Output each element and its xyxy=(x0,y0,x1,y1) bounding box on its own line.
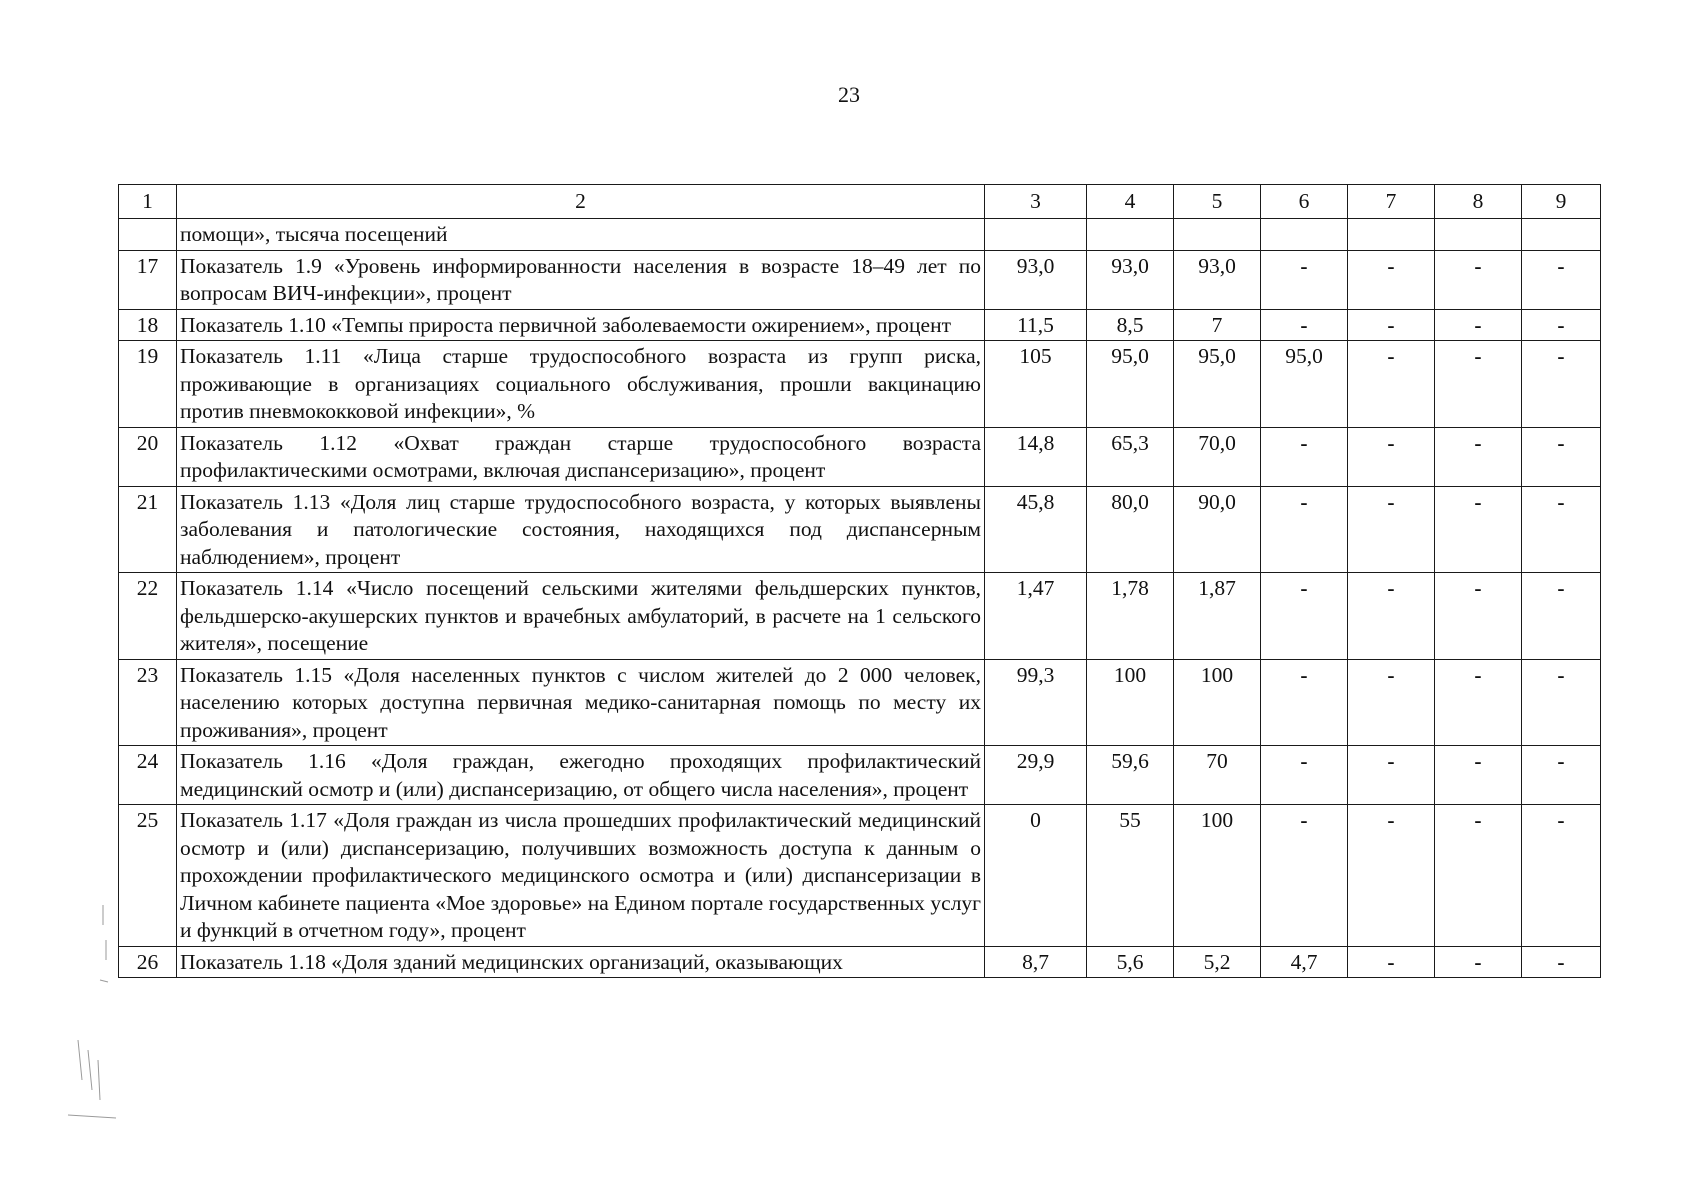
header-cell-col-6: 6 xyxy=(1261,185,1348,219)
table-row xyxy=(119,746,1601,805)
table-body xyxy=(119,219,1601,978)
value-cell-col-8: - xyxy=(1435,309,1522,341)
value-cell-col-4: 8,5 xyxy=(1087,309,1174,341)
indicators-table xyxy=(118,184,1601,978)
value-cell-col-8: - xyxy=(1435,573,1522,660)
row-number-cell: 24 xyxy=(119,746,177,805)
value-cell-col-4: 65,3 xyxy=(1087,427,1174,486)
value-cell-col-9: - xyxy=(1522,341,1601,428)
indicator-description-cell: Показатель 1.10 «Темпы прироста первичной заболеваемости ожирением», процент xyxy=(177,309,985,341)
value-cell-col-5: 95,0 xyxy=(1174,341,1261,428)
value-cell-col-5 xyxy=(1174,219,1261,251)
value-cell-col-4 xyxy=(1087,219,1174,251)
table-row xyxy=(119,946,1601,978)
value-cell-col-8: - xyxy=(1435,250,1522,309)
table-row xyxy=(119,309,1601,341)
value-cell-col-8: - xyxy=(1435,486,1522,573)
value-cell-col-9: - xyxy=(1522,427,1601,486)
value-cell-col-7: - xyxy=(1348,659,1435,746)
value-cell-col-5: 90,0 xyxy=(1174,486,1261,573)
value-cell-col-7: - xyxy=(1348,486,1435,573)
value-cell-col-4: 100 xyxy=(1087,659,1174,746)
header-cell-col-8: 8 xyxy=(1435,185,1522,219)
row-number-cell: 26 xyxy=(119,946,177,978)
value-cell-col-9: - xyxy=(1522,250,1601,309)
header-cell-col-7: 7 xyxy=(1348,185,1435,219)
value-cell-col-5: 7 xyxy=(1174,309,1261,341)
table-row xyxy=(119,219,1601,251)
row-number-cell: 21 xyxy=(119,486,177,573)
value-cell-col-8: - xyxy=(1435,341,1522,428)
header-row xyxy=(119,185,1601,219)
value-cell-col-4: 93,0 xyxy=(1087,250,1174,309)
value-cell-col-7: - xyxy=(1348,946,1435,978)
value-cell-col-6: - xyxy=(1261,746,1348,805)
table-row xyxy=(119,573,1601,660)
value-cell-col-5: 100 xyxy=(1174,805,1261,947)
value-cell-col-8: - xyxy=(1435,946,1522,978)
header-cell-col-4: 4 xyxy=(1087,185,1174,219)
value-cell-col-9: - xyxy=(1522,573,1601,660)
indicator-description-cell: Показатель 1.12 «Охват граждан старше трудоспособного возраста профилактическими осмотрами, включая диспансеризацию», процент xyxy=(177,427,985,486)
table-row xyxy=(119,427,1601,486)
value-cell-col-3: 29,9 xyxy=(985,746,1087,805)
value-cell-col-6: - xyxy=(1261,250,1348,309)
indicator-description-cell: Показатель 1.13 «Доля лиц старше трудоспособного возраста, у которых выявлены заболевания и патологические состояния, находящихся под диспансерным наблюдением», процент xyxy=(177,486,985,573)
value-cell-col-8 xyxy=(1435,219,1522,251)
value-cell-col-5: 100 xyxy=(1174,659,1261,746)
value-cell-col-8: - xyxy=(1435,427,1522,486)
value-cell-col-7: - xyxy=(1348,250,1435,309)
header-cell-col-5: 5 xyxy=(1174,185,1261,219)
value-cell-col-6: - xyxy=(1261,805,1348,947)
value-cell-col-5: 70 xyxy=(1174,746,1261,805)
value-cell-col-3: 8,7 xyxy=(985,946,1087,978)
value-cell-col-7: - xyxy=(1348,427,1435,486)
header-cell-col-3: 3 xyxy=(985,185,1087,219)
table-row xyxy=(119,341,1601,428)
header-cell-col-9: 9 xyxy=(1522,185,1601,219)
value-cell-col-8: - xyxy=(1435,659,1522,746)
value-cell-col-4: 95,0 xyxy=(1087,341,1174,428)
row-number-cell xyxy=(119,219,177,251)
row-number-cell: 20 xyxy=(119,427,177,486)
value-cell-col-6 xyxy=(1261,219,1348,251)
value-cell-col-3: 93,0 xyxy=(985,250,1087,309)
value-cell-col-7: - xyxy=(1348,573,1435,660)
value-cell-col-5: 1,87 xyxy=(1174,573,1261,660)
value-cell-col-9: - xyxy=(1522,946,1601,978)
indicator-description-cell: Показатель 1.16 «Доля граждан, ежегодно проходящих профилактический медицинский осмотр и (или) диспансеризацию, от общего числа населения», процент xyxy=(177,746,985,805)
table-row xyxy=(119,250,1601,309)
value-cell-col-5: 70,0 xyxy=(1174,427,1261,486)
value-cell-col-7 xyxy=(1348,219,1435,251)
value-cell-col-6: - xyxy=(1261,486,1348,573)
row-number-cell: 23 xyxy=(119,659,177,746)
indicator-description-cell: помощи», тысяча посещений xyxy=(177,219,985,251)
page-number: 23 xyxy=(838,82,860,107)
indicator-description-cell: Показатель 1.9 «Уровень информированности населения в возрасте 18–49 лет по вопросам ВИЧ-инфекции», процент xyxy=(177,250,985,309)
value-cell-col-5: 93,0 xyxy=(1174,250,1261,309)
header-cell-col-1: 1 xyxy=(119,185,177,219)
value-cell-col-3: 105 xyxy=(985,341,1087,428)
row-number-cell: 19 xyxy=(119,341,177,428)
table-row xyxy=(119,659,1601,746)
value-cell-col-5: 5,2 xyxy=(1174,946,1261,978)
indicator-description-cell: Показатель 1.11 «Лица старше трудоспособного возраста из групп риска, проживающие в организациях социального обслуживания, прошли вакцинацию против пневмококковой инфекции», % xyxy=(177,341,985,428)
value-cell-col-9 xyxy=(1522,219,1601,251)
value-cell-col-4: 1,78 xyxy=(1087,573,1174,660)
row-number-cell: 18 xyxy=(119,309,177,341)
value-cell-col-8: - xyxy=(1435,805,1522,947)
header-cell-col-2: 2 xyxy=(177,185,985,219)
row-number-cell: 22 xyxy=(119,573,177,660)
value-cell-col-3: 45,8 xyxy=(985,486,1087,573)
value-cell-col-6: 4,7 xyxy=(1261,946,1348,978)
row-number-cell: 25 xyxy=(119,805,177,947)
value-cell-col-6: - xyxy=(1261,659,1348,746)
value-cell-col-8: - xyxy=(1435,746,1522,805)
table-row xyxy=(119,805,1601,947)
value-cell-col-7: - xyxy=(1348,341,1435,428)
value-cell-col-9: - xyxy=(1522,805,1601,947)
value-cell-col-4: 55 xyxy=(1087,805,1174,947)
value-cell-col-6: - xyxy=(1261,573,1348,660)
value-cell-col-7: - xyxy=(1348,309,1435,341)
value-cell-col-6: 95,0 xyxy=(1261,341,1348,428)
table-row xyxy=(119,486,1601,573)
value-cell-col-6: - xyxy=(1261,427,1348,486)
value-cell-col-3: 11,5 xyxy=(985,309,1087,341)
value-cell-col-7: - xyxy=(1348,805,1435,947)
indicator-description-cell: Показатель 1.15 «Доля населенных пунктов с числом жителей до 2 000 человек, населению которых доступна первичная медико-санитарная помощь по месту их проживания», процент xyxy=(177,659,985,746)
value-cell-col-9: - xyxy=(1522,309,1601,341)
value-cell-col-3: 1,47 xyxy=(985,573,1087,660)
value-cell-col-9: - xyxy=(1522,746,1601,805)
value-cell-col-4: 80,0 xyxy=(1087,486,1174,573)
value-cell-col-3: 99,3 xyxy=(985,659,1087,746)
indicator-description-cell: Показатель 1.17 «Доля граждан из числа прошедших профилактический медицинский осмотр и (или) диспансеризацию, получивших возможность доступа к данным о прохождении профилактического медицинского осмотра и (или) диспансеризации в Личном кабинете пациента «Мое здоровье» на Едином портале государственных услуг и функций в отчетном году», процент xyxy=(177,805,985,947)
value-cell-col-3: 14,8 xyxy=(985,427,1087,486)
value-cell-col-9: - xyxy=(1522,486,1601,573)
value-cell-col-3 xyxy=(985,219,1087,251)
value-cell-col-9: - xyxy=(1522,659,1601,746)
value-cell-col-4: 5,6 xyxy=(1087,946,1174,978)
value-cell-col-7: - xyxy=(1348,746,1435,805)
indicator-description-cell: Показатель 1.18 «Доля зданий медицинских организаций, оказывающих xyxy=(177,946,985,978)
indicator-description-cell: Показатель 1.14 «Число посещений сельскими жителями фельдшерских пунктов, фельдшерско-акушерских пунктов и врачебных амбулаторий, в расчете на 1 сельского жителя», посещение xyxy=(177,573,985,660)
value-cell-col-3: 0 xyxy=(985,805,1087,947)
scan-margin-marks xyxy=(48,900,118,1130)
row-number-cell: 17 xyxy=(119,250,177,309)
value-cell-col-4: 59,6 xyxy=(1087,746,1174,805)
table-header xyxy=(119,185,1601,219)
value-cell-col-6: - xyxy=(1261,309,1348,341)
